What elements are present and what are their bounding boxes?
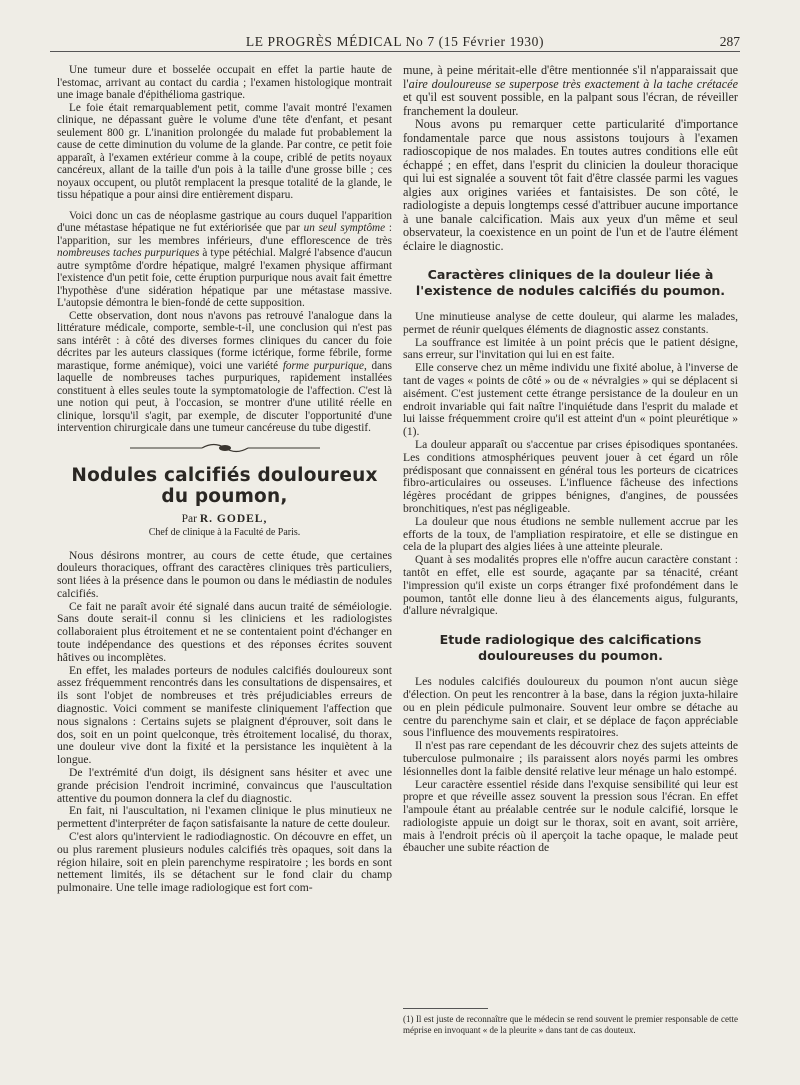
paragraph: De l'extrémité d'un doigt, ils désignent sans hésiter et avec une grande précision l'endroit incriminé, convaincus que l'auscultation attentive du poumon donnera la clef du diagnostic. xyxy=(57,766,392,805)
paragraph: Voici donc un cas de néoplasme gastrique au cours duquel l'apparition d'une métastase hépatique ne fut extériorisée que par un seul symptôme : l'apparition, sur les membres inférieurs, d'une efflorescence de très nombreuses taches purpuriques à type pétéchial. Malgré l'absence d'aucun autre symptôme d'ordre hépatique, malgré l'examen physique affirmant l'existence d'un petit foie, cette éruption purpurique nous avait fait émettre l'hypothèse d'une sidération hépatique par une métastase massive. L'autopsie démontra le bien-fondé de cette supposition. xyxy=(57,209,392,309)
footnote-divider xyxy=(403,1008,488,1009)
paragraph: Le foie était remarquablement petit, comme l'avait montré l'examen clinique, ne dépassant guère le volume d'une tête d'enfant, et pesant seulement 800 gr. L'inanition prolongée du malade fut probablement la cause de cette diminution du volume de la glande. Par contre, ce petit foie apparaît, à l'examen extérieur comme à la coupe, criblé de petits noyaux cancéreux, allant de la taille d'un pois à la taille d'une grosse bille ; ces noyaux occupent, ou plutôt remplacent la presque totalité de la glande, le tissu hépatique a pour ainsi dire entièrement disparu. xyxy=(57,101,392,201)
paragraph: La douleur que nous étudions ne semble nullement accrue par les efforts de la toux, de l'ampliation respiratoire, et elle se distingue en cela de la plupart des algies liées à une atteinte pleurale. xyxy=(403,514,738,554)
paragraph: En fait, ni l'auscultation, ni l'examen clinique le plus minutieux ne permettent d'interpréter de façon satisfaisante la nature de cette douleur. xyxy=(57,804,392,831)
right-column xyxy=(403,64,738,855)
section-heading: Etude radiologique des calcifications douloureuses du poumon. xyxy=(439,632,702,664)
paragraph: Cette observation, dont nous n'avons pas retrouvé l'analogue dans la littérature médicale, comporte, semble-t-il, une conclusion qui n'est pas sans intérêt : à côté des diverses formes cliniques du cancer du foie décrites par les auteurs classiques (forme ictérique, forme fébrile, forme marastique, forme anémique), voici une variété forme purpurique, dans laquelle de nombreuses taches purpuriques, rapidement installées constituent à elles seules toute la symptomatologie de l'affection. C'est là une notion qui peut, à l'occasion, se montrer d'une utilité réelle en clinique, lorsqu'il s'agit, par exemple, de discuter l'opportunité d'une intervention chirurgicale dans une tumeur cancéreuse du tube digestif. xyxy=(57,309,392,434)
paragraph: Leur caractère essentiel réside dans l'exquise sensibilité qui leur est propre et que réveille assez souvent la pression sous l'écran. En effet l'ampoule étant au préalable centrée sur le nodule calcifié, lorsque le radiologiste appuie un doigt sur le thorax, soit en avant, soit arrière, mais à l'endroit précis où il aperçoit la tache opaque, le malade peut ébaucher une subite réaction de xyxy=(403,777,738,855)
page-header xyxy=(50,30,740,52)
paragraph: La souffrance est limitée à un point précis que le patient désigne, sans erreur, sur l'invitation qui lui en est faite. xyxy=(403,335,738,362)
author-affiliation: Chef de clinique à la Faculté de Paris. xyxy=(148,526,301,538)
paragraph: Il n'est pas rare cependant de les découvrir chez des sujets atteints de tuberculose pulmonaire ; ils paraissent alors noyés parmi les ombres lésionnelles dont la faible densité relative leur ménage un halo estompé. xyxy=(403,739,738,778)
ornament-divider xyxy=(130,441,320,455)
paragraph: mune, à peine méritait-elle d'être mentionnée s'il n'apparaissait que l'aire douloureuse se superpose très exactement à la tache crétacée et qu'il est souvent possible, en la palpant sous l'écran, de réveiller franchement la douleur. xyxy=(403,63,738,118)
left-column xyxy=(57,64,392,895)
paragraph: Elle conserve chez un même individu une fixité abolue, à l'inverse de tant de vages « points de côté » ou de « névralgies » qui se déplacent si aisément. C'est justement cette étrange persistance de la douleur en un endroit invariable qui fait naître l'inquiétude dans l'esprit du malade et lui laisse fréquemment croire qu'il est atteint d'un « point pleurétique » (1). xyxy=(403,361,738,439)
page-number: 287 xyxy=(719,34,740,49)
paragraph: C'est alors qu'intervient le radiodiagnostic. On découvre en effet, un ou plus rarement plusieurs nodules calcifiés très opaques, soit dans la région hilaire, soit en plein parenchyme respiratoire ; les bords en sont nettement limités, ils se détachent sur le fond clair du champ pulmonaire. Une telle image radiologique est fort com- xyxy=(57,830,392,895)
footnote: (1) Il est juste de reconnaître que le médecin se rend souvent le premier responsable de cette méprise en invoquant « de la pleurite » dans tant de cas douteux. xyxy=(403,1014,738,1035)
running-title: LE PROGRÈS MÉDICAL No 7 (15 Février 1930) xyxy=(245,34,545,49)
paragraph: Les nodules calcifiés douloureux du poumon n'ont aucun siège d'élection. On peut les rencontrer à la base, dans la région juxta-hilaire ou en plein pédicule pulmonaire. Souvent leur ombre se détache au centre du parenchyme sain et clair, et se déplace de façon appréciable sous l'influence des mouvements respiratoires. xyxy=(403,675,738,740)
author-line: Par R. GODEL, xyxy=(181,512,268,525)
article-title: Nodules calcifiés douloureux du poumon, xyxy=(71,464,378,507)
paragraph: Ce fait ne paraît avoir été signalé dans aucun traité de séméiologie. Sans doute serait-il connu si les cliniciens et les radiologistes collaboraient plus étroitement et ne se contentaient point d'échanger en toute indépendance des questions et des réponses écrites souvent hâtives ou incomplètes. xyxy=(57,599,392,664)
paragraph: En effet, les malades porteurs de nodules calcifiés douloureux sont assez fréquemment rencontrés dans les consultations de dispensaires, et ils sont l'objet de nombreuses et très préjudiciables erreurs de diagnostic. Voici comment se manifeste cliniquement l'affection que nous signalons : Certains sujets se plaignent d'éprouver, soit dans le dos, soit en un point quelconque, très étroitement localisé, du thorax, une douleur vive dont la fixité et la persistance les inquiètent à la longue. xyxy=(57,663,392,767)
paragraph: Quant à ses modalités propres elle n'offre aucun caractère constant : tantôt en effet, elle est sourde, agaçante par sa ténacité, créant l'impression qu'il existe un corps étranger fixé profondément dans le poumon, tantôt elle donne lieu à des élancements aigus, fulgurants, d'allure névralgique. xyxy=(403,553,738,618)
paragraph: Une minutieuse analyse de cette douleur, qui alarme les malades, permet de réunir quelques éléments de diagnostic assez constants. xyxy=(403,310,738,336)
paragraph: Nous avons pu remarquer cette particularité d'importance fondamentale parce que nous assistons toujours à l'examen radioscopique de nos malades. En toutes autres conditions elle eût échappé ; en effet, dans l'esprit du clinicien la douleur thoracique qui lui est signalée a souvent tôt fait d'être classée parmi les vagues algies aux origines variées et fantaisistes. De son côté, le radiologiste a depuis longtemps cessé d'attribuer aucune importance à une banale calcification. Mais aux yeux d'un même et seul observateur, la coexistence en un point de l'un et de l'autre élément éclaire le diagnostic. xyxy=(403,117,738,253)
paragraph: Une tumeur dure et bosselée occupait en effet la partie haute de l'estomac, arrivant au contact du cardia ; l'examen histologique montrait une image banale d'épithélioma gastrique. xyxy=(57,64,392,101)
author-name: R. GODEL, xyxy=(199,512,268,525)
paragraph: La douleur apparaît ou s'accentue par crises épisodiques spontanées. Les conditions atmosphériques peuvent jouer à cet égard un rôle prédisposant que connaissent en général tous les porteurs de cicatrices fibro-articulaires ou osseuses. L'influence fâcheuse des infections légères procédant de grippes bénignes, d'angines, de poussées bronchitiques, n'est pas négligeable. xyxy=(403,437,738,515)
paragraph: Nous désirons montrer, au cours de cette étude, que certaines douleurs thoraciques, offrant des caractères cliniques très particuliers, sont liées à la présence dans le poumon ou dans le médiastin de nodules calcifiés. xyxy=(57,548,392,600)
section-heading: Caractères cliniques de la douleur liée à l'existence de nodules calcifiés du poumon. xyxy=(415,267,726,298)
